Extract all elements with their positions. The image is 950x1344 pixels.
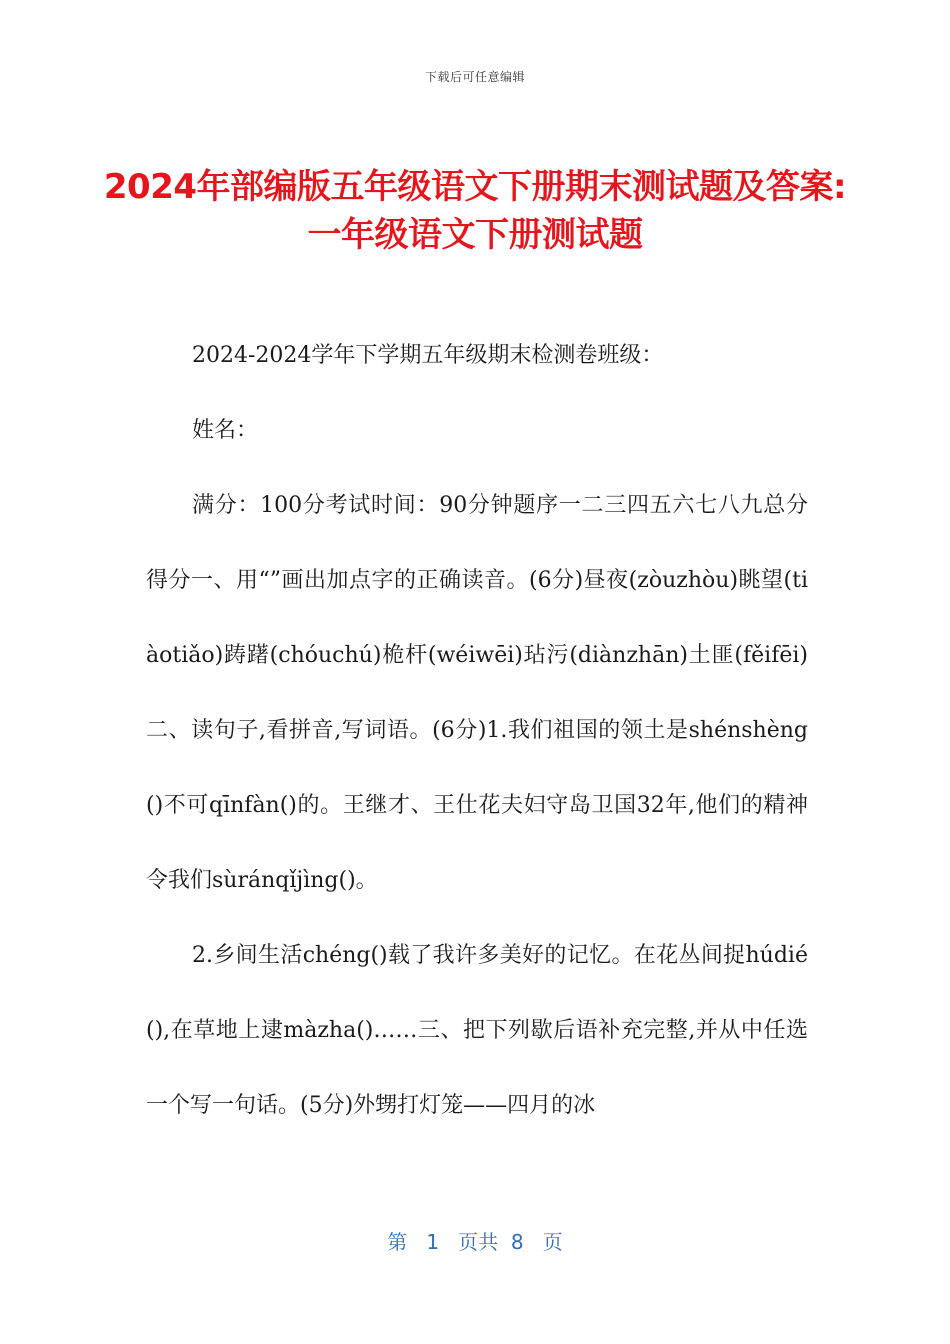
header-note: 下载后可任意编辑 [424,70,525,84]
paragraph: 2.乡间生活chéng()载了我许多美好的记忆。在花丛间捉húdié(),在草地上逮màzha()……三、把下列歇后语补充完整,并从中任选一个写一句话。(5分)外甥打灯笼——四月的冰 [146,943,808,1118]
paragraph: 姓名： [192,418,259,443]
document-body [146,318,808,1143]
footer-page-prefix: 第 [387,1230,408,1254]
paragraph: 2024-2024学年下学期五年级期末检测卷班级： [192,343,664,368]
footer-current-page: 1 [426,1230,440,1254]
footer-page-suffix: 页 [542,1230,563,1254]
footer-page-mid: 页共 [458,1230,499,1254]
page-footer [0,1226,950,1255]
document-title: 2024年部编版五年级语文下册期末测试题及答案:一年级语文下册测试题 [103,166,847,255]
paragraph: 满分：100分考试时间：90分钟题序一二三四五六七八九总分得分一、用“”画出加点字的正确读音。(6分)昼夜(zòuzhòu)眺望(tiàotiǎo)踌躇(chóuchú)桅杆(wéiwēi)玷污(diànzhān)土匪(fěifēi)二、读句子,看拼音,写词语。(6分)1.我们祖国的领土是shénshèng()不可qīnfàn()的。王继才、王仕花夫妇守岛卫国32年,他们的精神令我们sùránqǐjìng()。 [146,493,808,893]
footer-total-pages: 8 [510,1230,524,1254]
